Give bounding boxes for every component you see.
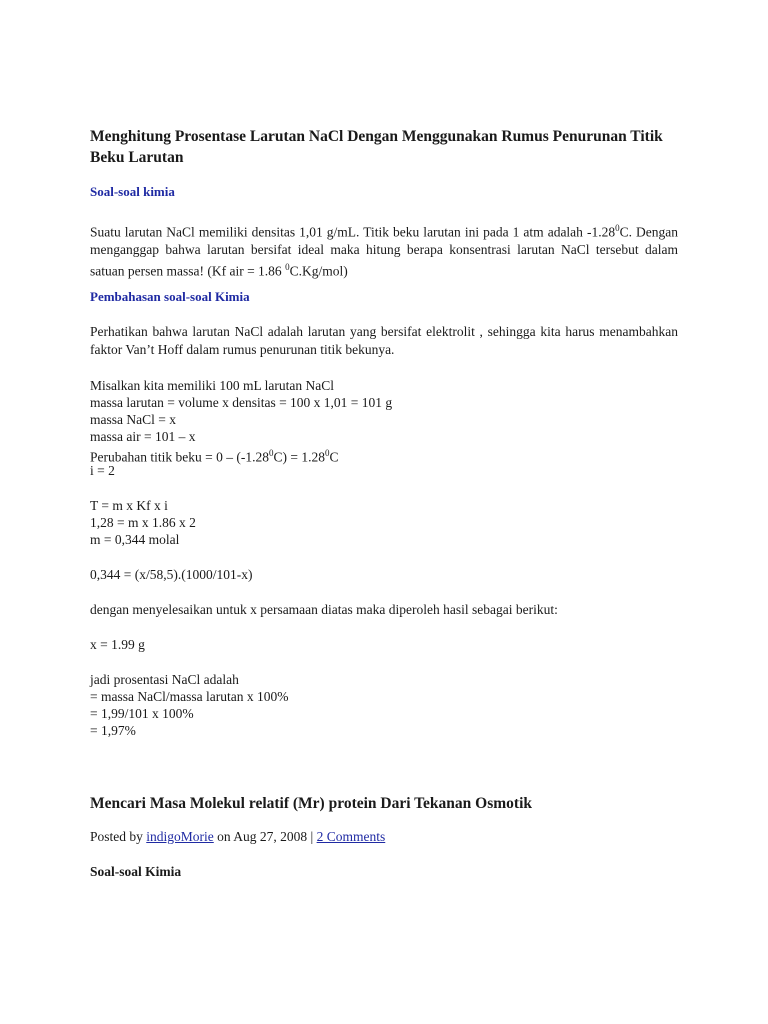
answer-subheading: Pembahasan soal-soal Kimia: [90, 289, 250, 304]
question-subheading: Soal-soal kimia: [90, 184, 175, 199]
formula-line: T = m x Kf x i: [90, 498, 168, 513]
explanation-paragraph: Perhatikan bahwa larutan NaCl adalah larutan yang bersifat elektrolit , sehingga kita harus menambahkan faktor Van’t Hoff dalam rumus penurunan titik bekunya.: [90, 324, 678, 357]
step-line: massa larutan = volume x densitas = 100 x 1,01 = 101 g: [90, 395, 393, 410]
author-link[interactable]: indigoMorie: [146, 829, 214, 844]
article-title: Menghitung Prosentase Larutan NaCl Dengan Menggunakan Rumus Penurunan Titik Beku Larutan: [90, 128, 663, 166]
x-result: x = 1.99 g: [90, 637, 145, 652]
conclusion-line: = 1,99/101 x 100%: [90, 706, 194, 721]
solve-text: dengan menyelesaikan untuk x persamaan diatas maka diperoleh hasil sebagai berikut:: [90, 602, 558, 617]
article2-subheading: Soal-soal Kimia: [90, 864, 182, 879]
comments-link[interactable]: 2 Comments: [316, 829, 386, 844]
article2-title: Mencari Masa Molekul relatif (Mr) protein Dari Tekanan Osmotik: [90, 795, 532, 812]
conclusion-line: = 1,97%: [90, 723, 136, 738]
formula-line: 1,28 = m x 1.86 x 2: [90, 515, 196, 530]
vant-hoff-line: i = 2: [90, 463, 115, 478]
question-paragraph: Suatu larutan NaCl memiliki densitas 1,01 g/mL. Titik beku larutan ini pada 1 atm adalah -1.28$^0$C. Dengan menganggap bahwa larutan bersifat ideal maka hitung berapa konsentrasi larutan NaCl tersebut dalam satuan persen massa! (Kf air = 1.86 $^0$C.Kg/mol): [90, 223, 678, 278]
conclusion-line: = massa NaCl/massa larutan x 100%: [90, 689, 289, 704]
formula-line: m = 0,344 molal: [90, 532, 180, 547]
post-meta: Posted by indigoMorie on Aug 27, 2008 | 2 Comments: [90, 829, 386, 844]
step-line: massa NaCl = x: [90, 412, 176, 427]
conclusion-line: jadi prosentasi NaCl adalah: [90, 672, 239, 687]
step-line: Misalkan kita memiliki 100 mL larutan NaCl: [90, 378, 334, 393]
freeze-point-line: Perubahan titik beku = $0 - (-1.28^0C) = 1.28^0C$: [90, 448, 339, 465]
equation-line: 0,344 = (x/58,5).(1000/101-x): [90, 567, 253, 582]
step-line: massa air = 101 – x: [90, 429, 196, 444]
